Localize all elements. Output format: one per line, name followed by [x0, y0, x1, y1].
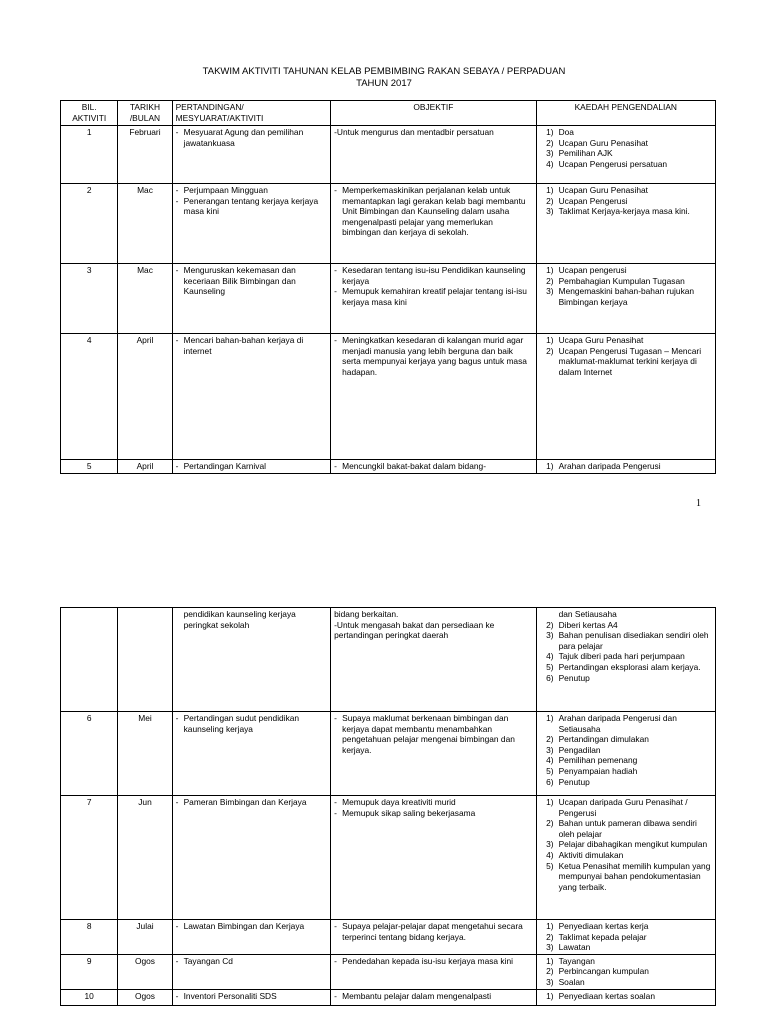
- cell-aktiviti: [172, 126, 331, 184]
- kaedah-text: Ucapan Pengerusi Tugasan – Mencari maklumat-maklumat terkini kerjaya di dalam Internet: [558, 345, 702, 377]
- kaedah-number: 6): [546, 672, 554, 683]
- kaedah-list: [540, 127, 712, 169]
- kaedah-text: Ucapan daripada Guru Penasihat / Pengerusi: [558, 797, 688, 818]
- kaedah-text: Pertandingan dimulakan: [558, 734, 649, 745]
- cell-bil: [61, 608, 118, 712]
- table-row: [61, 796, 716, 920]
- dash-marker: -: [334, 990, 337, 1001]
- kaedah-item: [540, 276, 712, 287]
- kaedah-item: [540, 966, 712, 977]
- kaedah-text: Penutup: [558, 672, 590, 683]
- aktiviti-line: [176, 265, 328, 297]
- cell-aktiviti: [172, 334, 331, 460]
- kaedah-text: Bahan penulisan disediakan sendiri oleh para pelajar: [558, 630, 709, 651]
- header-objektif: OBJEKTIF: [331, 101, 536, 126]
- kaedah-number: 2): [546, 966, 554, 977]
- dash-marker: -: [175, 265, 179, 275]
- kaedah-item: [540, 159, 712, 170]
- cell-kaedah: [536, 920, 715, 955]
- kaedah-text: Tajuk diberi pada hari perjumpaan: [558, 651, 685, 662]
- kaedah-item: [540, 265, 712, 276]
- kaedah-number: 3): [546, 286, 554, 297]
- kaedah-item: [540, 346, 712, 378]
- kaedah-text: Ucapa Guru Penasihat: [558, 335, 644, 345]
- kaedah-item: [540, 651, 712, 662]
- dash-marker: -: [175, 955, 179, 966]
- dash-marker: -: [175, 195, 179, 206]
- cell-kaedah: [536, 184, 715, 264]
- objektif-line: [334, 185, 532, 238]
- cell-tarikh: Ogos: [118, 989, 172, 1005]
- kaedah-item: [540, 777, 712, 788]
- objektif-line: [334, 461, 532, 472]
- document-title: [0, 66, 768, 90]
- kaedah-item: [540, 956, 712, 967]
- table-row: [61, 334, 716, 460]
- kaedah-text: Penyampaian hadiah: [558, 765, 638, 776]
- cell-aktiviti: [172, 989, 331, 1005]
- cell-aktiviti: [172, 796, 331, 920]
- kaedah-item: [540, 196, 712, 207]
- table-row: [61, 920, 716, 955]
- aktiviti-line: [176, 991, 328, 1002]
- cell-tarikh: Ogos: [118, 954, 172, 989]
- kaedah-text: Pembahagian Kumpulan Tugasan: [558, 275, 685, 286]
- aktiviti-line: pendidikan kaunseling kerjaya peringkat sekolah: [183, 609, 296, 630]
- objektif-line-text: Memupuk sikap saling bekerjasama: [342, 807, 476, 818]
- header-bil: BIL. AKTIVITI: [61, 101, 118, 126]
- kaedah-number: 5): [546, 661, 554, 672]
- kaedah-number: 1): [546, 185, 554, 195]
- cell-bil: 5: [61, 460, 118, 474]
- kaedah-text: Mengemaskini bahan-bahan rujukan Bimbingan kerjaya: [558, 286, 695, 307]
- aktiviti-line-text: Lawatan Bimbingan dan Kerjaya: [183, 921, 305, 931]
- cell-tarikh: Jun: [118, 796, 172, 920]
- cell-kaedah: [536, 608, 715, 712]
- cell-bil: 1: [61, 126, 118, 184]
- cell-aktiviti: [172, 184, 331, 264]
- kaedah-text: Ucapan Guru Penasihat: [558, 185, 648, 195]
- kaedah-text: Arahan daripada Pengerusi dan Setiausaha: [558, 713, 677, 734]
- kaedah-item: [540, 662, 712, 673]
- aktiviti-line-text: Tayangan Cd: [183, 955, 233, 966]
- kaedah-number: 1): [546, 955, 554, 966]
- kaedah-item: [540, 620, 712, 631]
- objektif-line-text: Membantu pelajar dalam mengenalpasti: [342, 990, 492, 1001]
- cell-objektif: [331, 954, 536, 989]
- cell-bil: 4: [61, 334, 118, 460]
- kaedah-number: 5): [546, 765, 554, 776]
- aktiviti-line: [176, 335, 328, 356]
- kaedah-item: [540, 942, 712, 953]
- aktiviti-line-text: Pertandingan Karnival: [183, 461, 267, 471]
- kaedah-number: 6): [546, 776, 554, 787]
- aktiviti-line: [176, 185, 328, 196]
- kaedah-number: 2): [546, 818, 554, 829]
- objektif-line: [334, 335, 532, 377]
- kaedah-text: Ketua Penasihat memilih kumpulan yang mempunyai bahan pendokumentasian yang terbaik.: [558, 860, 711, 892]
- table-row: [61, 954, 716, 989]
- kaedah-text: Bahan untuk pameran dibawa sendiri oleh pelajar: [558, 818, 697, 839]
- aktiviti-line-text: Perjumpaan Mingguan: [183, 185, 268, 195]
- objektif-line: [334, 797, 532, 808]
- cell-kaedah: [536, 989, 715, 1005]
- objektif-line-text: Memperkemaskinikan perjalanan kelab untuk memantapkan lagi gerakan kelab bagi membantu Unit Bimbingan dan Kaunseling dalam usaha mengenalpasti pelajar yang memerlukan bimbingan dan kerjaya di sekolah.: [342, 185, 526, 238]
- kaedah-text: Aktiviti dimulakan: [558, 849, 624, 860]
- header-kaedah: KAEDAH PENGENDALIAN: [536, 101, 715, 126]
- kaedah-item: [540, 991, 712, 1002]
- dash-marker: -: [175, 127, 179, 137]
- kaedah-list: [540, 956, 712, 988]
- aktiviti-line: [176, 956, 328, 967]
- title-line-2: TAHUN 2017: [356, 78, 412, 89]
- page-number: 1: [696, 498, 701, 509]
- kaedah-text: Ucapan Pengerusi: [558, 195, 628, 206]
- cell-tarikh: April: [118, 334, 172, 460]
- cell-kaedah: [536, 954, 715, 989]
- dash-marker: -: [334, 921, 337, 931]
- kaedah-text: Pertandingan eksplorasi alam kerjaya.: [558, 661, 701, 672]
- cell-aktiviti: [172, 954, 331, 989]
- objektif-line: [334, 713, 532, 755]
- dash-marker: -: [334, 286, 337, 297]
- aktiviti-line-text: Pameran Bimbingan dan Kerjaya: [183, 797, 307, 807]
- cell-bil: 10: [61, 989, 118, 1005]
- kaedah-item: [540, 335, 712, 346]
- cell-objektif: [331, 184, 536, 264]
- table-row: [61, 608, 716, 712]
- kaedah-item: [540, 977, 712, 988]
- cell-objektif: [331, 920, 536, 955]
- objektif-line: [334, 991, 532, 1002]
- dash-marker: -: [334, 335, 337, 345]
- cell-tarikh: April: [118, 460, 172, 474]
- kaedah-number: 4): [546, 849, 554, 860]
- table-row: [61, 460, 716, 474]
- objektif-line-text: Mencungkil bakat-bakat dalam bidang-: [342, 461, 486, 471]
- cell-aktiviti: [172, 608, 331, 712]
- kaedah-item: [540, 185, 712, 196]
- header-tarikh: TARIKH /BULAN: [118, 101, 172, 126]
- kaedah-list: [540, 620, 712, 684]
- kaedah-number: 1): [546, 797, 554, 807]
- cell-aktiviti: [172, 264, 331, 334]
- cell-bil: 2: [61, 184, 118, 264]
- objektif-line: [334, 265, 532, 286]
- kaedah-item: [540, 818, 712, 839]
- aktiviti-line: [176, 127, 328, 148]
- kaedah-item: [540, 713, 712, 734]
- objektif-line-text: Supaya maklumat berkenaan bimbingan dan kerjaya dapat membantu menambahkan pengetahuan pelajar mengenai bimbingan dan kerjaya.: [342, 713, 515, 755]
- kaedah-number: 3): [546, 976, 554, 987]
- kaedah-number: 4): [546, 651, 554, 662]
- kaedah-number: 1): [546, 461, 554, 471]
- kaedah-number: 2): [546, 345, 554, 356]
- kaedah-list: [540, 185, 712, 217]
- kaedah-text: Penyediaan kertas kerja: [558, 921, 649, 931]
- cell-bil: 6: [61, 712, 118, 796]
- title-line-1: TAKWIM AKTIVITI TAHUNAN KELAB PEMBIMBING RAKAN SEBAYA / PERPADUAN: [202, 66, 566, 77]
- objektif-line-text: Memupuk daya kreativiti murid: [342, 797, 456, 807]
- dash-marker: -: [175, 461, 179, 471]
- cell-objektif: [331, 264, 536, 334]
- objektif-line: [334, 921, 532, 942]
- aktiviti-line-text: Mencari bahan-bahan kerjaya di internet: [183, 335, 304, 356]
- kaedah-text: Tayangan: [558, 955, 595, 966]
- aktiviti-line: [176, 797, 328, 808]
- kaedah-item: [540, 734, 712, 745]
- kaedah-number: 3): [546, 148, 554, 159]
- table-row: [61, 712, 716, 796]
- cell-bil: 8: [61, 920, 118, 955]
- kaedah-text: Pemilihan pemenang: [558, 755, 638, 766]
- dash-marker: -: [175, 335, 179, 345]
- table-row: [61, 126, 716, 184]
- cell-objektif: [331, 712, 536, 796]
- dash-marker: -: [175, 990, 179, 1001]
- kaedah-item: [540, 839, 712, 850]
- kaedah-number: 2): [546, 734, 554, 745]
- dash-marker: -: [334, 461, 337, 471]
- objektif-line: [334, 286, 532, 307]
- kaedah-text: Perbincangan kumpulan: [558, 966, 649, 977]
- kaedah-item: [540, 850, 712, 861]
- kaedah-number: 3): [546, 206, 554, 217]
- kaedah-item: [540, 861, 712, 893]
- dash-marker: -: [175, 185, 179, 195]
- table-header-row: [61, 101, 716, 126]
- kaedah-text: Pemilihan AJK: [558, 148, 613, 159]
- kaedah-continued: dan Setiausaha: [558, 609, 617, 619]
- kaedah-item: [540, 206, 712, 217]
- kaedah-number: 2): [546, 619, 554, 630]
- kaedah-list: [540, 461, 712, 472]
- cell-objektif: [331, 608, 536, 712]
- cell-objektif: [331, 126, 536, 184]
- kaedah-text: Ucapan pengerusi: [558, 265, 627, 275]
- cell-bil: 9: [61, 954, 118, 989]
- cell-tarikh: Mac: [118, 184, 172, 264]
- kaedah-list: [540, 991, 712, 1002]
- kaedah-text: Penutup: [558, 776, 590, 787]
- objektif-line: -Untuk mengurus dan mentadbir persatuan: [334, 127, 494, 137]
- dash-marker: -: [334, 265, 337, 275]
- cell-bil: 3: [61, 264, 118, 334]
- cell-tarikh: Mei: [118, 712, 172, 796]
- objektif-line-text: Pendedahan kepada isu-isu kerjaya masa kini: [342, 955, 513, 966]
- kaedah-text: Taklimat kepada pelajar: [558, 931, 647, 942]
- kaedah-item: [540, 138, 712, 149]
- cell-tarikh: Mac: [118, 264, 172, 334]
- table-row: [61, 184, 716, 264]
- kaedah-list: [540, 335, 712, 377]
- header-aktiviti: PERTANDINGAN/ MESYUARAT/AKTIVITI: [172, 101, 331, 126]
- cell-objektif: [331, 989, 536, 1005]
- objektif-line-text: Meningkatkan kesedaran di kalangan murid agar menjadi manusia yang lebih berguna dan baik serta mempunyai kerjaya yang bagus untuk masa hadapan.: [342, 335, 527, 377]
- table-row: [61, 264, 716, 334]
- kaedah-number: 1): [546, 265, 554, 275]
- aktiviti-line-text: Inventori Personaliti SDS: [183, 990, 277, 1001]
- kaedah-item: [540, 127, 712, 138]
- objektif-line-text: Supaya pelajar-pelajar dapat mengetahui secara terperinci tentang bidang kerjaya.: [342, 921, 523, 942]
- cell-aktiviti: [172, 920, 331, 955]
- kaedah-number: 1): [546, 127, 554, 137]
- kaedah-number: 2): [546, 137, 554, 148]
- aktiviti-line: [176, 196, 328, 217]
- kaedah-number: 3): [546, 942, 554, 953]
- kaedah-number: 1): [546, 713, 554, 723]
- kaedah-text: Penyediaan kertas soalan: [558, 990, 655, 1001]
- aktiviti-line-text: Pertandingan sudut pendidikan kaunseling kerjaya: [183, 713, 300, 734]
- cell-kaedah: [536, 796, 715, 920]
- cell-kaedah: [536, 460, 715, 474]
- objektif-line: [334, 956, 532, 967]
- cell-tarikh: Februari: [118, 126, 172, 184]
- kaedah-item: [540, 630, 712, 651]
- objektif-line-text: Kesedaran tentang isu-isu Pendidikan kaunseling kerjaya: [342, 265, 526, 286]
- kaedah-number: 3): [546, 744, 554, 755]
- kaedah-item: [540, 797, 712, 818]
- dash-marker: -: [175, 921, 179, 931]
- kaedah-text: Taklimat Kerjaya-kerjaya masa kini.: [558, 206, 690, 217]
- aktiviti-line-text: Menguruskan kekemasan dan keceriaan Bilik Bimbingan dan Kaunseling: [183, 265, 296, 297]
- aktiviti-line: [176, 461, 328, 472]
- kaedah-item: [540, 921, 712, 932]
- objektif-line: bidang berkaitan.: [334, 609, 399, 619]
- cell-kaedah: [536, 334, 715, 460]
- aktiviti-line-text: Penerangan tentang kerjaya kerjaya masa kini: [183, 195, 319, 217]
- kaedah-number: 2): [546, 195, 554, 206]
- kaedah-number: 3): [546, 839, 554, 850]
- cell-kaedah: [536, 712, 715, 796]
- kaedah-item: [540, 766, 712, 777]
- kaedah-number: 5): [546, 860, 554, 871]
- kaedah-list: [540, 797, 712, 892]
- kaedah-list: [540, 713, 712, 787]
- aktiviti-line: [176, 921, 328, 932]
- cell-aktiviti: [172, 712, 331, 796]
- kaedah-text: Ucapan Guru Penasihat: [558, 137, 648, 148]
- kaedah-text: Doa: [558, 127, 574, 137]
- kaedah-text: Soalan: [558, 976, 585, 987]
- kaedah-number: 4): [546, 755, 554, 766]
- cell-kaedah: [536, 264, 715, 334]
- kaedah-text: Diberi kertas A4: [558, 619, 618, 630]
- cell-tarikh: [118, 608, 172, 712]
- dash-marker: -: [334, 713, 337, 723]
- kaedah-number: 2): [546, 275, 554, 286]
- kaedah-number: 3): [546, 630, 554, 641]
- kaedah-text: Pelajar dibahagikan mengikut kumpulan: [558, 839, 708, 850]
- kaedah-list: [540, 921, 712, 953]
- cell-bil: 7: [61, 796, 118, 920]
- aktiviti-line-text: Mesyuarat Agung dan pemilihan jawatankuasa: [183, 127, 304, 148]
- kaedah-text: Ucapan Pengerusi persatuan: [558, 158, 668, 169]
- dash-marker: -: [175, 797, 179, 807]
- cell-objektif: [331, 334, 536, 460]
- kaedah-text: Arahan daripada Pengerusi: [558, 461, 661, 471]
- kaedah-text: Pengadilan: [558, 744, 601, 755]
- kaedah-text: Lawatan: [558, 942, 591, 953]
- dash-marker: -: [175, 713, 179, 723]
- objektif-line-text: Memupuk kemahiran kreatif pelajar tentang isi-isu kerjaya masa kini: [342, 286, 527, 307]
- kaedah-item: [540, 745, 712, 756]
- kaedah-item: [540, 286, 712, 307]
- kaedah-number: 1): [546, 921, 554, 931]
- dash-marker: -: [334, 185, 337, 195]
- dash-marker: -: [334, 807, 337, 818]
- cell-kaedah: [536, 126, 715, 184]
- kaedah-number: 2): [546, 931, 554, 942]
- cell-tarikh: Julai: [118, 920, 172, 955]
- activity-table-page-2: [60, 607, 716, 1006]
- kaedah-number: 1): [546, 335, 554, 345]
- objektif-line: -Untuk mengasah bakat dan persediaan ke pertandingan peringkat daerah: [334, 619, 495, 641]
- kaedah-item: [540, 755, 712, 766]
- activity-table-page-1: [60, 100, 716, 474]
- kaedah-item: [540, 932, 712, 943]
- kaedah-item: [540, 461, 712, 472]
- aktiviti-line: [176, 713, 328, 734]
- cell-aktiviti: [172, 460, 331, 474]
- kaedah-item: [540, 148, 712, 159]
- dash-marker: -: [334, 797, 337, 807]
- objektif-line: [334, 808, 532, 819]
- kaedah-number: 4): [546, 158, 554, 169]
- kaedah-item: [540, 673, 712, 684]
- kaedah-number: 1): [546, 990, 554, 1001]
- cell-objektif: [331, 460, 536, 474]
- table-row: [61, 989, 716, 1005]
- dash-marker: -: [334, 955, 337, 966]
- kaedah-list: [540, 265, 712, 307]
- cell-objektif: [331, 796, 536, 920]
